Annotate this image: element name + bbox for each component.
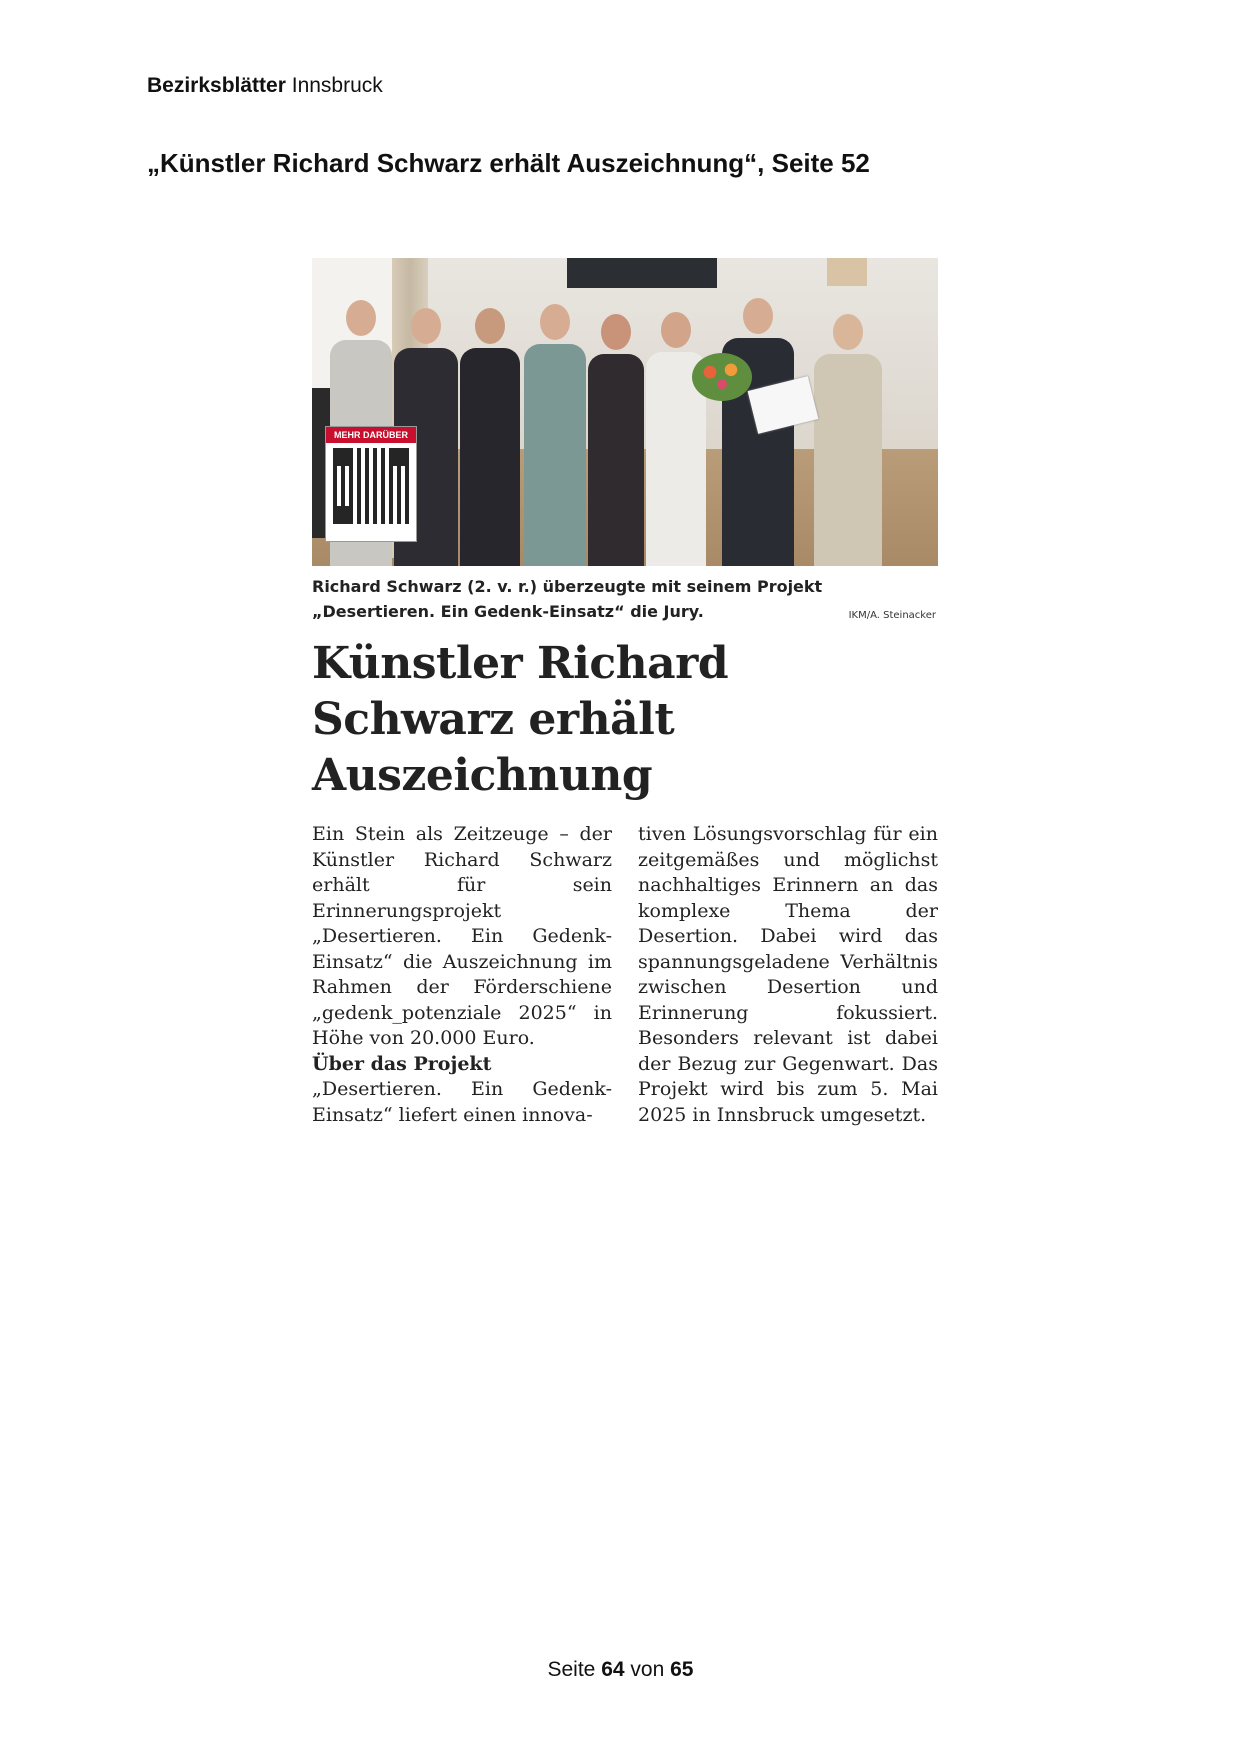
article-photo	[312, 258, 938, 566]
article-body	[312, 822, 938, 1128]
page-number	[0, 1658, 1241, 1682]
article-subhead: Über das Projekt	[312, 1052, 492, 1075]
qr-code-box[interactable]	[325, 426, 417, 542]
photo-person	[588, 314, 644, 566]
photo-caption-row	[312, 574, 938, 624]
article-intro: Ein Stein als Zeitzeuge – der Künstler Richard Schwarz erhält für sein Erinnerungsprojekt „Desertieren. Ein Gedenk-Einsatz“ die Auszeichnung im Rahmen der Förderschiene „gedenk_potenziale 2025“ in Höhe von 20.000 Euro.	[312, 823, 612, 1049]
photo-painting	[567, 258, 717, 288]
article-body-left: „Desertieren. Ein Gedenk-Einsatz“ liefert einen innova-	[312, 1078, 612, 1126]
article-body-right: tiven Lösungsvorschlag für ein zeitgemäßes und möglichst nachhaltiges Erinnern an das komplexe Thema der Desertion. Dabei wird das spannungsgeladene Verhältnis zwischen Desertion und Erinnerung fokussiert. Besonders relevant ist dabei der Bezug zur Gegenwart. Das Projekt wird bis zum 5. Mai 2025 in Innsbruck umgesetzt.	[638, 823, 938, 1126]
photo-frame	[827, 258, 867, 286]
photo-person	[460, 308, 520, 566]
article-clipping	[312, 258, 938, 1128]
page-middle: von	[630, 1658, 665, 1681]
photo-person	[524, 304, 586, 566]
page-total: 65	[670, 1658, 694, 1681]
article-column-left	[312, 822, 612, 1128]
qr-label: MEHR DARÜBER	[326, 427, 416, 443]
page-prefix: Seite	[547, 1658, 596, 1681]
photo-person	[814, 314, 882, 566]
photo-credit: IKM/A. Steinacker	[848, 610, 936, 621]
publication-region: Innsbruck	[291, 74, 383, 97]
page-current: 64	[601, 1658, 625, 1681]
photo-caption: Richard Schwarz (2. v. r.) überzeugte mit seinem Projekt „Desertieren. Ein Gedenk-Einsatz“ die Jury.	[312, 577, 823, 621]
article-headline: Künstler Richard Schwarz erhält Auszeichnung	[312, 638, 729, 801]
qr-code-icon	[333, 448, 409, 524]
flower-bouquet	[692, 353, 752, 401]
page-title: „Künstler Richard Schwarz erhält Auszeichnung“, Seite 52	[147, 148, 870, 178]
article-column-right	[638, 822, 938, 1128]
publication-name: Bezirksblätter	[147, 74, 286, 97]
publication-header	[147, 74, 383, 98]
photo-person	[646, 312, 706, 566]
